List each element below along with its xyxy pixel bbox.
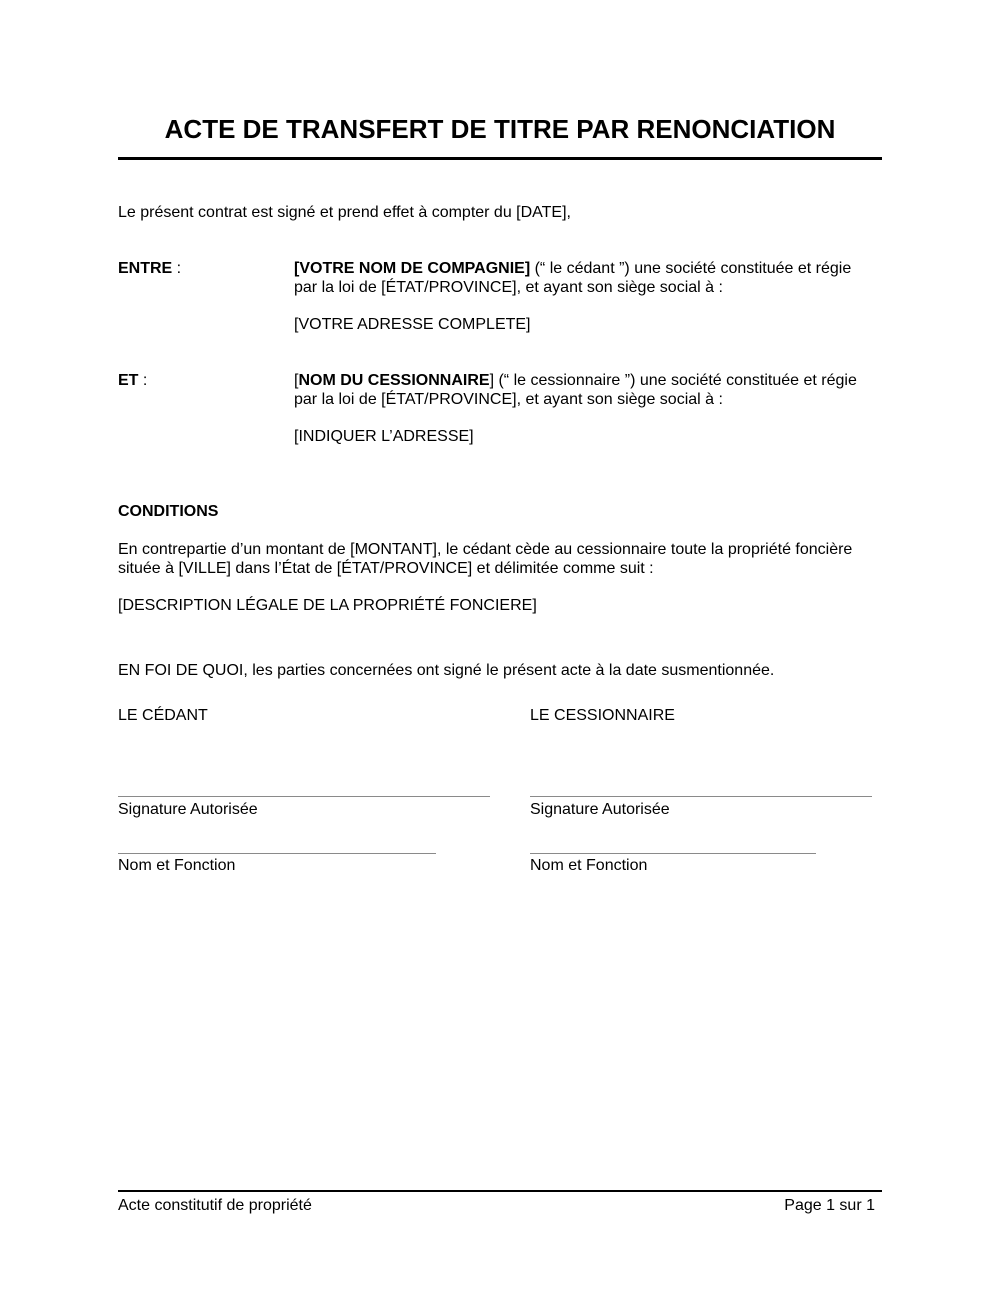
conditions-heading: CONDITIONS xyxy=(118,503,219,520)
intro-text: Le présent contrat est signé et prend effet à compter du [DATE], xyxy=(118,204,571,221)
name-line-cedant xyxy=(118,853,436,854)
party-label-entre xyxy=(118,259,181,278)
party-2-line-2: par la loi de [ÉTAT/PROVINCE], et ayant son siège social à : xyxy=(294,391,723,408)
name-line-cessionnaire xyxy=(530,853,816,854)
party-1-name: [VOTRE NOM DE COMPAGNIE] xyxy=(294,260,531,277)
witness-statement: EN FOI DE QUOI, les parties concernées ont signé le présent acte à la date susmentionnée. xyxy=(118,662,775,679)
party-label-bold: ET xyxy=(118,372,139,389)
party-2-name: NOM DU CESSIONNAIRE xyxy=(298,372,490,389)
party-1-address: [VOTRE ADRESSE COMPLETE] xyxy=(294,316,531,333)
document-title: ACTE DE TRANSFERT DE TITRE PAR RENONCIATION xyxy=(164,114,836,144)
signature-line-cedant xyxy=(118,796,490,797)
party-1-line-2: par la loi de [ÉTAT/PROVINCE], et ayant son siège social à : xyxy=(294,279,723,296)
signature-line-cessionnaire xyxy=(530,796,872,797)
party-label-et xyxy=(118,371,147,390)
name-label-cedant: Nom et Fonction xyxy=(118,857,236,874)
conditions-line-2: située à [VILLE] dans l’État de [ÉTAT/PROVINCE] et délimitée comme suit : xyxy=(118,560,654,577)
party-label-colon: : xyxy=(138,372,148,389)
footer-divider xyxy=(118,1190,882,1192)
footer-document-name: Acte constitutif de propriété xyxy=(118,1197,312,1214)
property-description: [DESCRIPTION LÉGALE DE LA PROPRIÉTÉ FONCIERE] xyxy=(118,597,537,614)
signature-party-cessionnaire: LE CESSIONNAIRE xyxy=(530,707,675,724)
party-2-description: (“ le cessionnaire ”) une société constituée et régie xyxy=(494,372,857,389)
party-label-bold: ENTRE xyxy=(118,260,173,277)
party-2-address: [INDIQUER L’ADRESSE] xyxy=(294,428,474,445)
title-divider xyxy=(118,157,882,160)
party-2-line-1 xyxy=(294,371,857,390)
footer-page-number: Page 1 sur 1 xyxy=(784,1197,875,1214)
party-label-colon: : xyxy=(172,260,182,277)
bracket-close: ] xyxy=(489,372,495,389)
signature-label-cessionnaire: Signature Autorisée xyxy=(530,801,670,818)
signature-label-cedant: Signature Autorisée xyxy=(118,801,258,818)
party-1-description: (“ le cédant ”) une société constituée et régie xyxy=(530,260,852,277)
party-1-line-1 xyxy=(294,259,851,278)
bracket-open: [ xyxy=(294,372,299,389)
name-label-cessionnaire: Nom et Fonction xyxy=(530,857,648,874)
conditions-line-1: En contrepartie d’un montant de [MONTANT], le cédant cède au cessionnaire toute la propriété foncière xyxy=(118,541,853,558)
signature-party-cedant: LE CÉDANT xyxy=(118,707,208,724)
